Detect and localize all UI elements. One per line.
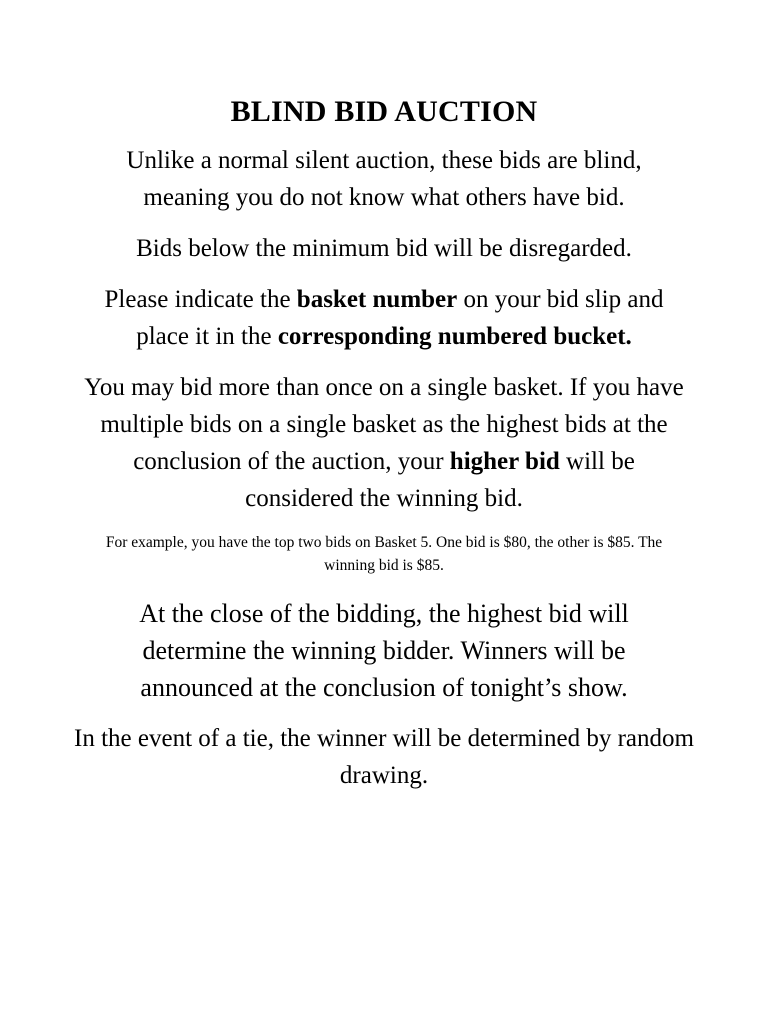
example-note: For example, you have the top two bids on Basket 5. One bid is $80, the other is $85. The winning bid is $85. bbox=[105, 534, 663, 574]
paragraph-multiple-bids bbox=[84, 369, 684, 517]
paragraph-tie-rule: In the event of a tie, the winner will be determined by random drawing. bbox=[74, 725, 694, 789]
basket-instructions-text-1: Please indicate the bbox=[104, 286, 297, 313]
paragraph-winning-bidder: At the close of the bidding, the highest bid will determine the winning bidder. Winners will be announced at the conclusion of tonight’s show. bbox=[139, 599, 629, 702]
paragraph-minimum-bid: Bids below the minimum bid will be disregarded. bbox=[136, 235, 632, 262]
document-page bbox=[74, 92, 694, 808]
paragraph-blind-bids: Unlike a normal silent auction, these bids are blind, meaning you do not know what others have bid. bbox=[126, 147, 642, 211]
multiple-bids-text-1: You may bid more than once on a single basket. If you have multiple bids on a single basket as the highest bids at the conclusion of the auction, your bbox=[84, 374, 684, 475]
paragraph-basket-instructions bbox=[84, 281, 684, 355]
corresponding-bucket-emphasis: corresponding numbered bucket. bbox=[277, 323, 632, 350]
multiple-bids-text-2: will be considered the winning bid. bbox=[245, 448, 635, 512]
basket-number-emphasis: basket number bbox=[296, 286, 458, 313]
basket-instructions-text-2: on your bid slip and place it in the bbox=[136, 286, 664, 350]
higher-bid-emphasis: higher bid bbox=[449, 448, 560, 475]
page-title: BLIND BID AUCTION bbox=[230, 95, 538, 128]
